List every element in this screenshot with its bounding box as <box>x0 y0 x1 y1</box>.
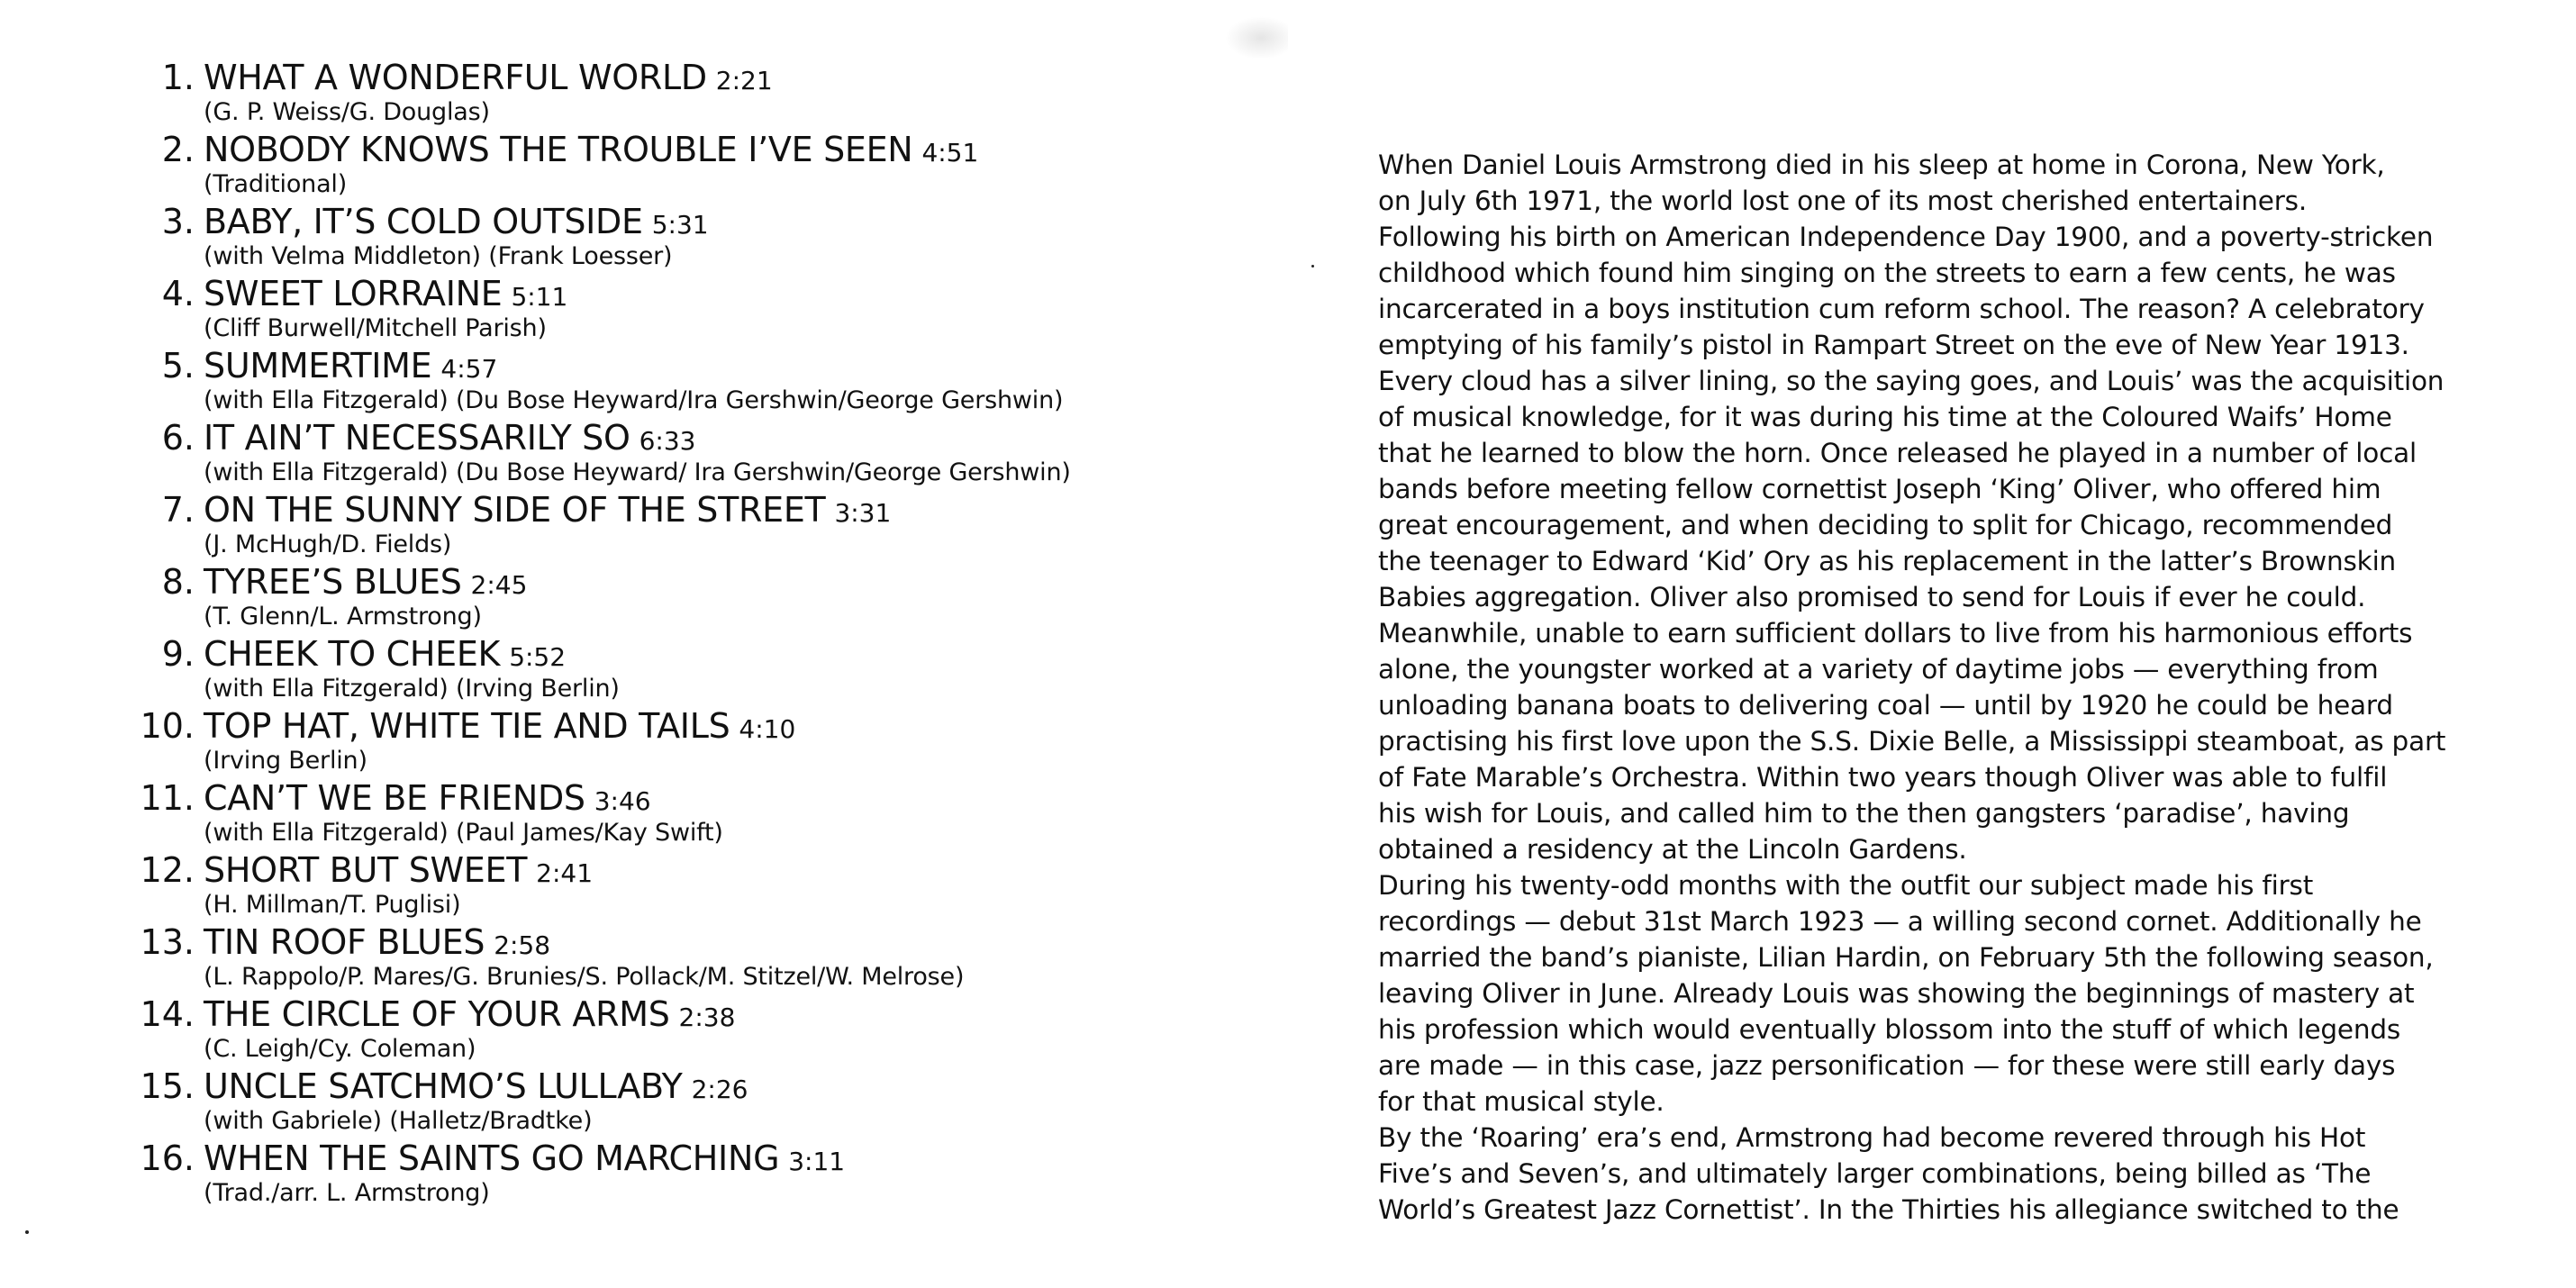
notes-line: incarcerated in a boys institution cum reform school. The reason? A celebratory <box>1378 294 2425 324</box>
spine-shadow <box>1225 16 1297 59</box>
track-item <box>126 706 1297 778</box>
track-title: TIN ROOF BLUES <box>204 922 485 962</box>
track-heading <box>126 274 1297 313</box>
track-title: SWEET LORRAINE <box>204 274 503 313</box>
track-heading <box>126 562 1297 602</box>
track-duration: 2:38 <box>678 1002 736 1032</box>
track-heading <box>126 58 1297 97</box>
track-item <box>126 850 1297 922</box>
track-title: TYREE’S BLUES <box>204 562 462 602</box>
notes-line: married the band’s pianiste, Lilian Hardin, on February 5th the following season, <box>1378 942 2434 973</box>
track-duration: 5:11 <box>511 282 568 312</box>
track-duration: 3:11 <box>788 1147 846 1176</box>
track-duration: 4:10 <box>739 714 796 744</box>
notes-line: childhood which found him singing on the streets to earn a few cents, he was <box>1378 258 2396 288</box>
track-item <box>126 1066 1297 1138</box>
track-duration: 5:52 <box>509 642 567 672</box>
print-speck <box>25 1230 29 1234</box>
track-duration: 2:26 <box>691 1075 748 1104</box>
track-title: TOP HAT, WHITE TIE AND TAILS <box>204 706 730 746</box>
track-item <box>126 490 1297 562</box>
track-credits: (with Velma Middleton) (Frank Loesser) <box>204 242 673 270</box>
track-title: CHEEK TO CHEEK <box>204 634 501 674</box>
notes-line: that he learned to blow the horn. Once released he played in a number of local <box>1378 438 2417 468</box>
track-item <box>126 778 1297 850</box>
track-title: SHORT BUT SWEET <box>204 850 528 890</box>
track-credits: (with Ella Fitzgerald) (Paul James/Kay Swift) <box>204 819 723 847</box>
track-credits: (Cliff Burwell/Mitchell Parish) <box>204 314 547 342</box>
track-title: CAN’T WE BE FRIENDS <box>204 778 585 818</box>
track-title: SUMMERTIME <box>204 346 432 385</box>
track-credits: (with Ella Fitzgerald) (Du Bose Heyward/ Ira Gershwin/George Gershwin) <box>204 458 1071 486</box>
track-number: 2. <box>161 130 195 169</box>
track-title: NOBODY KNOWS THE TROUBLE I’VE SEEN <box>204 130 913 169</box>
notes-line: Every cloud has a silver lining, so the saying goes, and Louis’ was the acquisition <box>1378 366 2444 396</box>
notes-line: recordings — debut 31st March 1923 — a willing second cornet. Additionally he <box>1378 906 2422 937</box>
track-credits: (Trad./arr. L. Armstrong) <box>204 1179 490 1207</box>
track-heading <box>126 778 1297 818</box>
track-item <box>126 922 1297 994</box>
track-number: 16. <box>140 1138 195 1178</box>
notes-line: alone, the youngster worked at a variety of daytime jobs — everything from <box>1378 654 2379 685</box>
track-heading <box>126 130 1297 169</box>
notes-line: leaving Oliver in June. Already Louis was showing the beginnings of mastery at <box>1378 978 2415 1009</box>
track-title: BABY, IT’S COLD OUTSIDE <box>204 202 643 241</box>
track-duration: 2:41 <box>536 858 594 888</box>
track-heading <box>126 490 1297 530</box>
track-item <box>126 58 1297 130</box>
notes-line: By the ‘Roaring’ era’s end, Armstrong had become revered through his Hot <box>1378 1122 2366 1153</box>
track-item <box>126 346 1297 418</box>
track-title: WHEN THE SAINTS GO MARCHING <box>204 1138 780 1178</box>
track-item <box>126 634 1297 706</box>
track-title: THE CIRCLE OF YOUR ARMS <box>204 994 670 1034</box>
track-duration: 2:45 <box>470 570 528 600</box>
track-credits: (L. Rappolo/P. Mares/G. Brunies/S. Pollack/M. Stitzel/W. Melrose) <box>204 963 965 991</box>
liner-notes <box>1378 147 2576 1228</box>
track-number: 8. <box>161 562 195 602</box>
track-heading <box>126 706 1297 746</box>
track-title: WHAT A WONDERFUL WORLD <box>204 58 707 97</box>
track-number: 15. <box>140 1066 195 1106</box>
notes-line: his wish for Louis, and called him to the then gangsters ‘paradise’, having <box>1378 798 2350 829</box>
track-duration: 2:58 <box>494 930 551 960</box>
track-item <box>126 994 1297 1066</box>
notes-line: bands before meeting fellow cornettist Joseph ‘King’ Oliver, who offered him <box>1378 474 2381 504</box>
notes-line: Five’s and Seven’s, and ultimately larger combinations, being billed as ‘The <box>1378 1158 2372 1189</box>
notes-line: are made — in this case, jazz personification — for these were still early days <box>1378 1050 2396 1081</box>
track-duration: 4:51 <box>921 138 979 168</box>
notes-line: When Daniel Louis Armstrong died in his sleep at home in Corona, New York, <box>1378 150 2385 180</box>
track-duration: 3:46 <box>594 786 651 816</box>
track-heading <box>126 634 1297 674</box>
track-duration: 6:33 <box>639 426 696 456</box>
track-heading <box>126 922 1297 962</box>
track-title: ON THE SUNNY SIDE OF THE STREET <box>204 490 826 530</box>
track-credits: (G. P. Weiss/G. Douglas) <box>204 98 490 126</box>
track-duration: 3:31 <box>834 498 892 528</box>
track-title: UNCLE SATCHMO’S LULLABY <box>204 1066 683 1106</box>
track-credits: (with Ella Fitzgerald) (Irving Berlin) <box>204 675 620 703</box>
track-number: 4. <box>161 274 195 313</box>
track-credits: (J. McHugh/D. Fields) <box>204 531 452 558</box>
notes-line: of musical knowledge, for it was during his time at the Coloured Waifs’ Home <box>1378 402 2392 432</box>
track-item <box>126 274 1297 346</box>
track-item <box>126 562 1297 634</box>
notes-line: great encouragement, and when deciding to split for Chicago, recommended <box>1378 510 2393 540</box>
track-credits: (T. Glenn/L. Armstrong) <box>204 603 482 630</box>
track-title: IT AIN’T NECESSARILY SO <box>204 418 630 458</box>
track-number: 3. <box>161 202 195 241</box>
notes-line: During his twenty-odd months with the outfit our subject made his first <box>1378 870 2314 901</box>
track-heading <box>126 346 1297 385</box>
track-number: 11. <box>140 778 195 818</box>
track-number: 5. <box>161 346 195 385</box>
liner-notes-page <box>1288 0 2576 1288</box>
notes-line: of Fate Marable’s Orchestra. Within two years though Oliver was able to fulfil <box>1378 762 2388 793</box>
track-credits: (Irving Berlin) <box>204 747 367 775</box>
track-heading <box>126 994 1297 1034</box>
track-number: 14. <box>140 994 195 1034</box>
track-heading <box>126 202 1297 241</box>
track-heading <box>126 418 1297 458</box>
notes-line: Babies aggregation. Oliver also promised to send for Louis if ever he could. <box>1378 582 2366 612</box>
track-credits: (with Gabriele) (Halletz/Bradtke) <box>204 1107 593 1135</box>
notes-line: World’s Greatest Jazz Cornettist’. In the Thirties his allegiance switched to the <box>1378 1194 2399 1225</box>
notes-line: unloading banana boats to delivering coal — until by 1920 he could be heard <box>1378 690 2393 721</box>
notes-line: for that musical style. <box>1378 1086 1664 1117</box>
track-heading <box>126 1138 1297 1178</box>
notes-line: practising his first love upon the S.S. Dixie Belle, a Mississippi steamboat, as part <box>1378 726 2446 757</box>
notes-line: on July 6th 1971, the world lost one of its most cherished entertainers. <box>1378 186 2307 216</box>
track-credits: (Traditional) <box>204 170 348 198</box>
track-number: 9. <box>161 634 195 674</box>
notes-line: obtained a residency at the Lincoln Gardens. <box>1378 834 1967 865</box>
track-heading <box>126 1066 1297 1106</box>
track-item <box>126 1138 1297 1211</box>
notes-line: emptying of his family’s pistol in Rampart Street on the eve of New Year 1913. <box>1378 330 2409 360</box>
track-number: 1. <box>161 58 195 97</box>
tracklist <box>126 58 1297 1211</box>
track-number: 7. <box>161 490 195 530</box>
track-item <box>126 130 1297 202</box>
track-number: 12. <box>140 850 195 890</box>
track-credits: (with Ella Fitzgerald) (Du Bose Heyward/Ira Gershwin/George Gershwin) <box>204 386 1064 414</box>
track-item <box>126 418 1297 490</box>
print-speck <box>1311 265 1314 268</box>
notes-line: his profession which would eventually blossom into the stuff of which legends <box>1378 1014 2401 1045</box>
track-duration: 2:21 <box>715 66 773 95</box>
track-number: 6. <box>161 418 195 458</box>
track-number: 13. <box>140 922 195 962</box>
notes-line: Following his birth on American Independence Day 1900, and a poverty-stricken <box>1378 222 2434 252</box>
track-number: 10. <box>140 706 195 746</box>
track-item <box>126 202 1297 274</box>
track-duration: 5:31 <box>651 210 709 240</box>
notes-line: Meanwhile, unable to earn sufficient dollars to live from his harmonious efforts <box>1378 618 2413 649</box>
notes-line: the teenager to Edward ‘Kid’ Ory as his replacement in the latter’s Brownskin <box>1378 546 2397 576</box>
track-credits: (H. Millman/T. Puglisi) <box>204 891 461 919</box>
track-credits: (C. Leigh/Cy. Coleman) <box>204 1035 476 1063</box>
track-duration: 4:57 <box>440 354 498 384</box>
track-heading <box>126 850 1297 890</box>
